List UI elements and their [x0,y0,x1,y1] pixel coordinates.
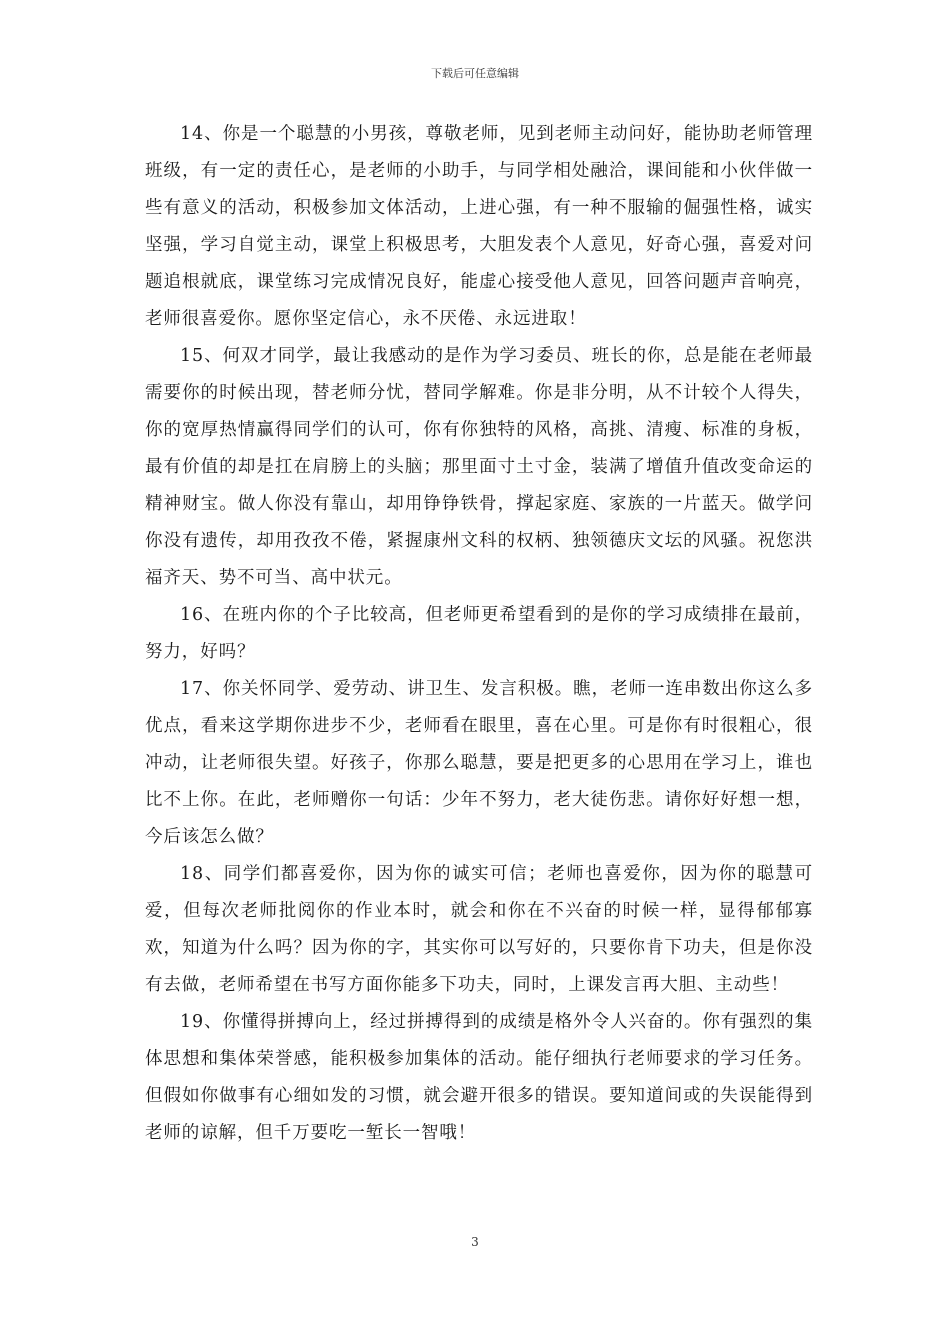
paragraph-18: 18、同学们都喜爱你，因为你的诚实可信；老师也喜爱你，因为你的聪慧可爱，但每次老师批阅你的作业本时，就会和你在不兴奋的时候一样，显得郁郁寡欢，知道为什么吗？因为你的字，其实你可以写好的，只要你肯下功夫，但是你没有去做，老师希望在书写方面你能多下功夫，同时，上课发言再大胆、主动些！ [145,864,813,995]
document-body [145,116,813,1152]
page-number: 3 [471,1235,479,1249]
paragraph-15: 15、何双才同学，最让我感动的是作为学习委员、班长的你，总是能在老师最需要你的时候出现，替老师分忧，替同学解难。你是非分明，从不计较个人得失，你的宽厚热情赢得同学们的认可，你有你独特的风格，高挑、清瘦、标准的身板，最有价值的却是扛在肩膀上的头脑；那里面寸土寸金，装满了增值升值改变命运的精神财宝。做人你没有靠山，却用铮铮铁骨，撑起家庭、家族的一片蓝天。做学问你没有遗传，却用孜孜不倦，紧握康州文科的权柄、独领德庆文坛的风骚。祝您洪福齐天、势不可当、高中状元。 [145,346,813,588]
paragraph-14: 14、你是一个聪慧的小男孩，尊敬老师，见到老师主动问好，能协助老师管理班级，有一定的责任心，是老师的小助手，与同学相处融洽，课间能和小伙伴做一些有意义的活动，积极参加文体活动，上进心强，有一种不服输的倔强性格，诚实坚强，学习自觉主动，课堂上积极思考，大胆发表个人意见，好奇心强，喜爱对问题追根就底，课堂练习完成情况良好，能虚心接受他人意见，回答问题声音响亮，老师很喜爱你。愿你坚定信心，永不厌倦、永远进取！ [145,124,813,329]
header-note: 下载后可任意编辑 [431,67,519,80]
paragraph-19: 19、你懂得拼搏向上，经过拼搏得到的成绩是格外令人兴奋的。你有强烈的集体思想和集体荣誉感，能积极参加集体的活动。能仔细执行老师要求的学习任务。但假如你做事有心细如发的习惯，就会避开很多的错误。要知道间或的失误能得到老师的谅解，但千万要吃一堑长一智哦！ [145,1012,813,1143]
paragraph-17: 17、你关怀同学、爱劳动、讲卫生、发言积极。瞧，老师一连串数出你这么多优点，看来这学期你进步不少，老师看在眼里，喜在心里。可是你有时很粗心，很冲动，让老师很失望。好孩子，你那么聪慧，要是把更多的心思用在学习上，谁也比不上你。在此，老师赠你一句话：少年不努力，老大徒伤悲。请你好好想一想，今后该怎么做？ [145,679,813,847]
paragraph-16: 16、在班内你的个子比较高，但老师更希望看到的是你的学习成绩排在最前，努力，好吗？ [145,605,813,662]
